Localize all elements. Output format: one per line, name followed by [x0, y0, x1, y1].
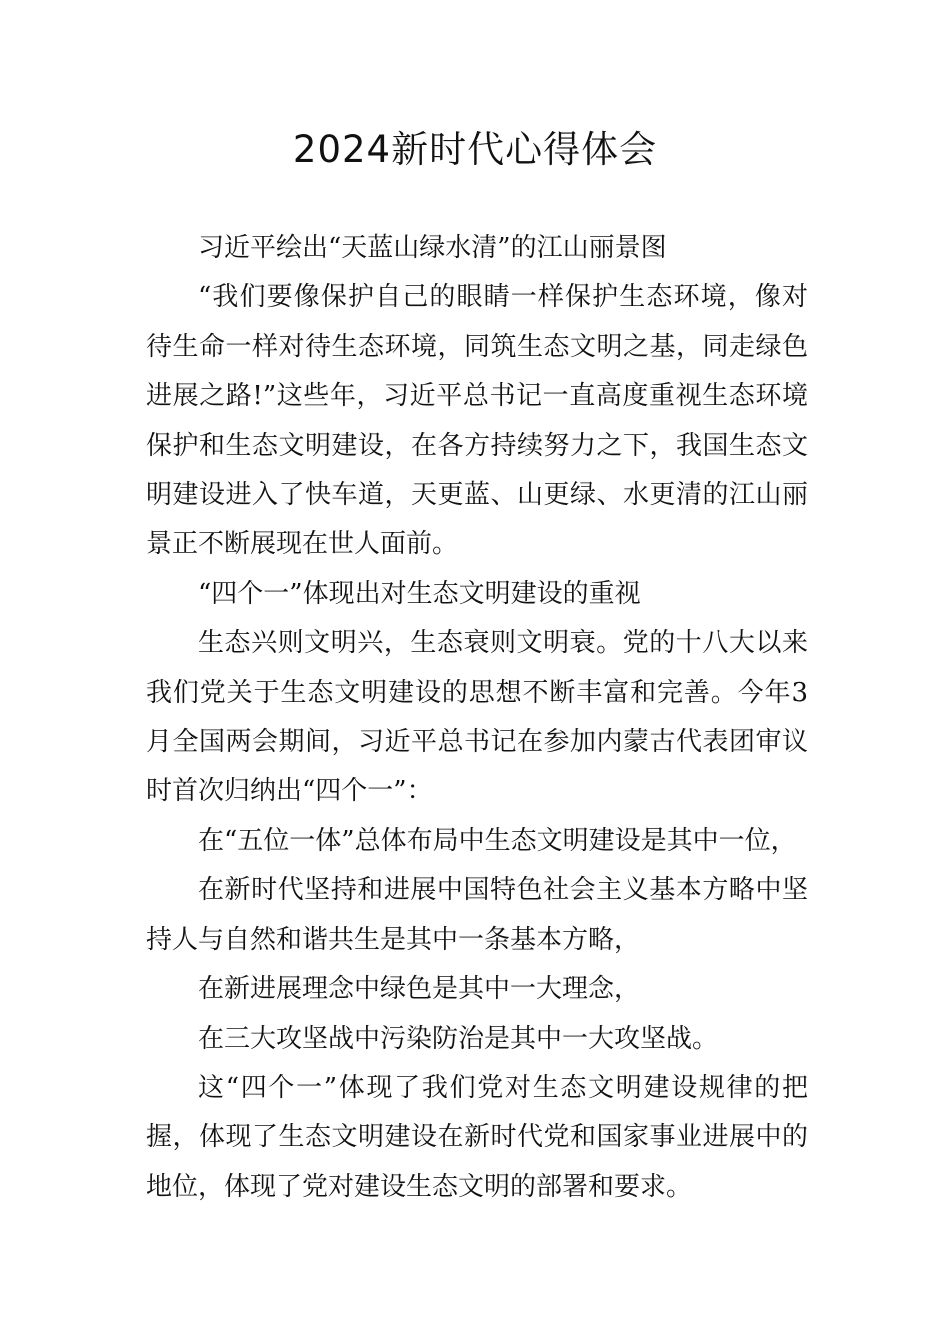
- paragraph-intro: “我们要像保护自己的眼睛一样保护生态环境，像对待生命一样对待生态环境，同筑生态文明之基，同走绿色进展之路!”这些年，习近平总书记一直高度重视生态环境保护和生态文明建设，在各方持续努力之下，我国生态文明建设进入了快车道，天更蓝、山更绿、水更清的江山丽景正不断展现在世人面前。: [146, 282, 808, 560]
- paragraph-point-1: 在“五位一体”总体布局中生态文明建设是其中一位，: [198, 825, 797, 856]
- paragraph-point-3: 在新进展理念中绿色是其中一大理念，: [198, 974, 641, 1005]
- document-body: [146, 224, 808, 1212]
- paragraph-heading-1: 习近平绘出“天蓝山绿水清”的江山丽景图: [198, 233, 667, 263]
- paragraph-conclusion: 这“四个一”体现了我们党对生态文明建设规律的把握，体现了生态文明建设在新时代党和国家事业进展中的地位，体现了党对建设生态文明的部署和要求。: [146, 1072, 808, 1202]
- document-title: 2024新时代心得体会: [292, 128, 658, 171]
- paragraph-point-4: 在三大攻坚战中污染防治是其中一大攻坚战。: [198, 1023, 719, 1054]
- paragraph-background: 生态兴则文明兴，生态衰则文明衰。党的十八大以来我们党关于生态文明建设的思想不断丰富和完善。今年3月全国两会期间，习近平总书记在参加内蒙古代表团审议时首次归纳出“四个一”：: [146, 628, 808, 807]
- paragraph-point-2: 在新时代坚持和进展中国特色社会主义基本方略中坚持人与自然和谐共生是其中一条基本方略，: [146, 875, 808, 955]
- paragraph-heading-2: “四个一”体现出对生态文明建设的重视: [198, 578, 641, 609]
